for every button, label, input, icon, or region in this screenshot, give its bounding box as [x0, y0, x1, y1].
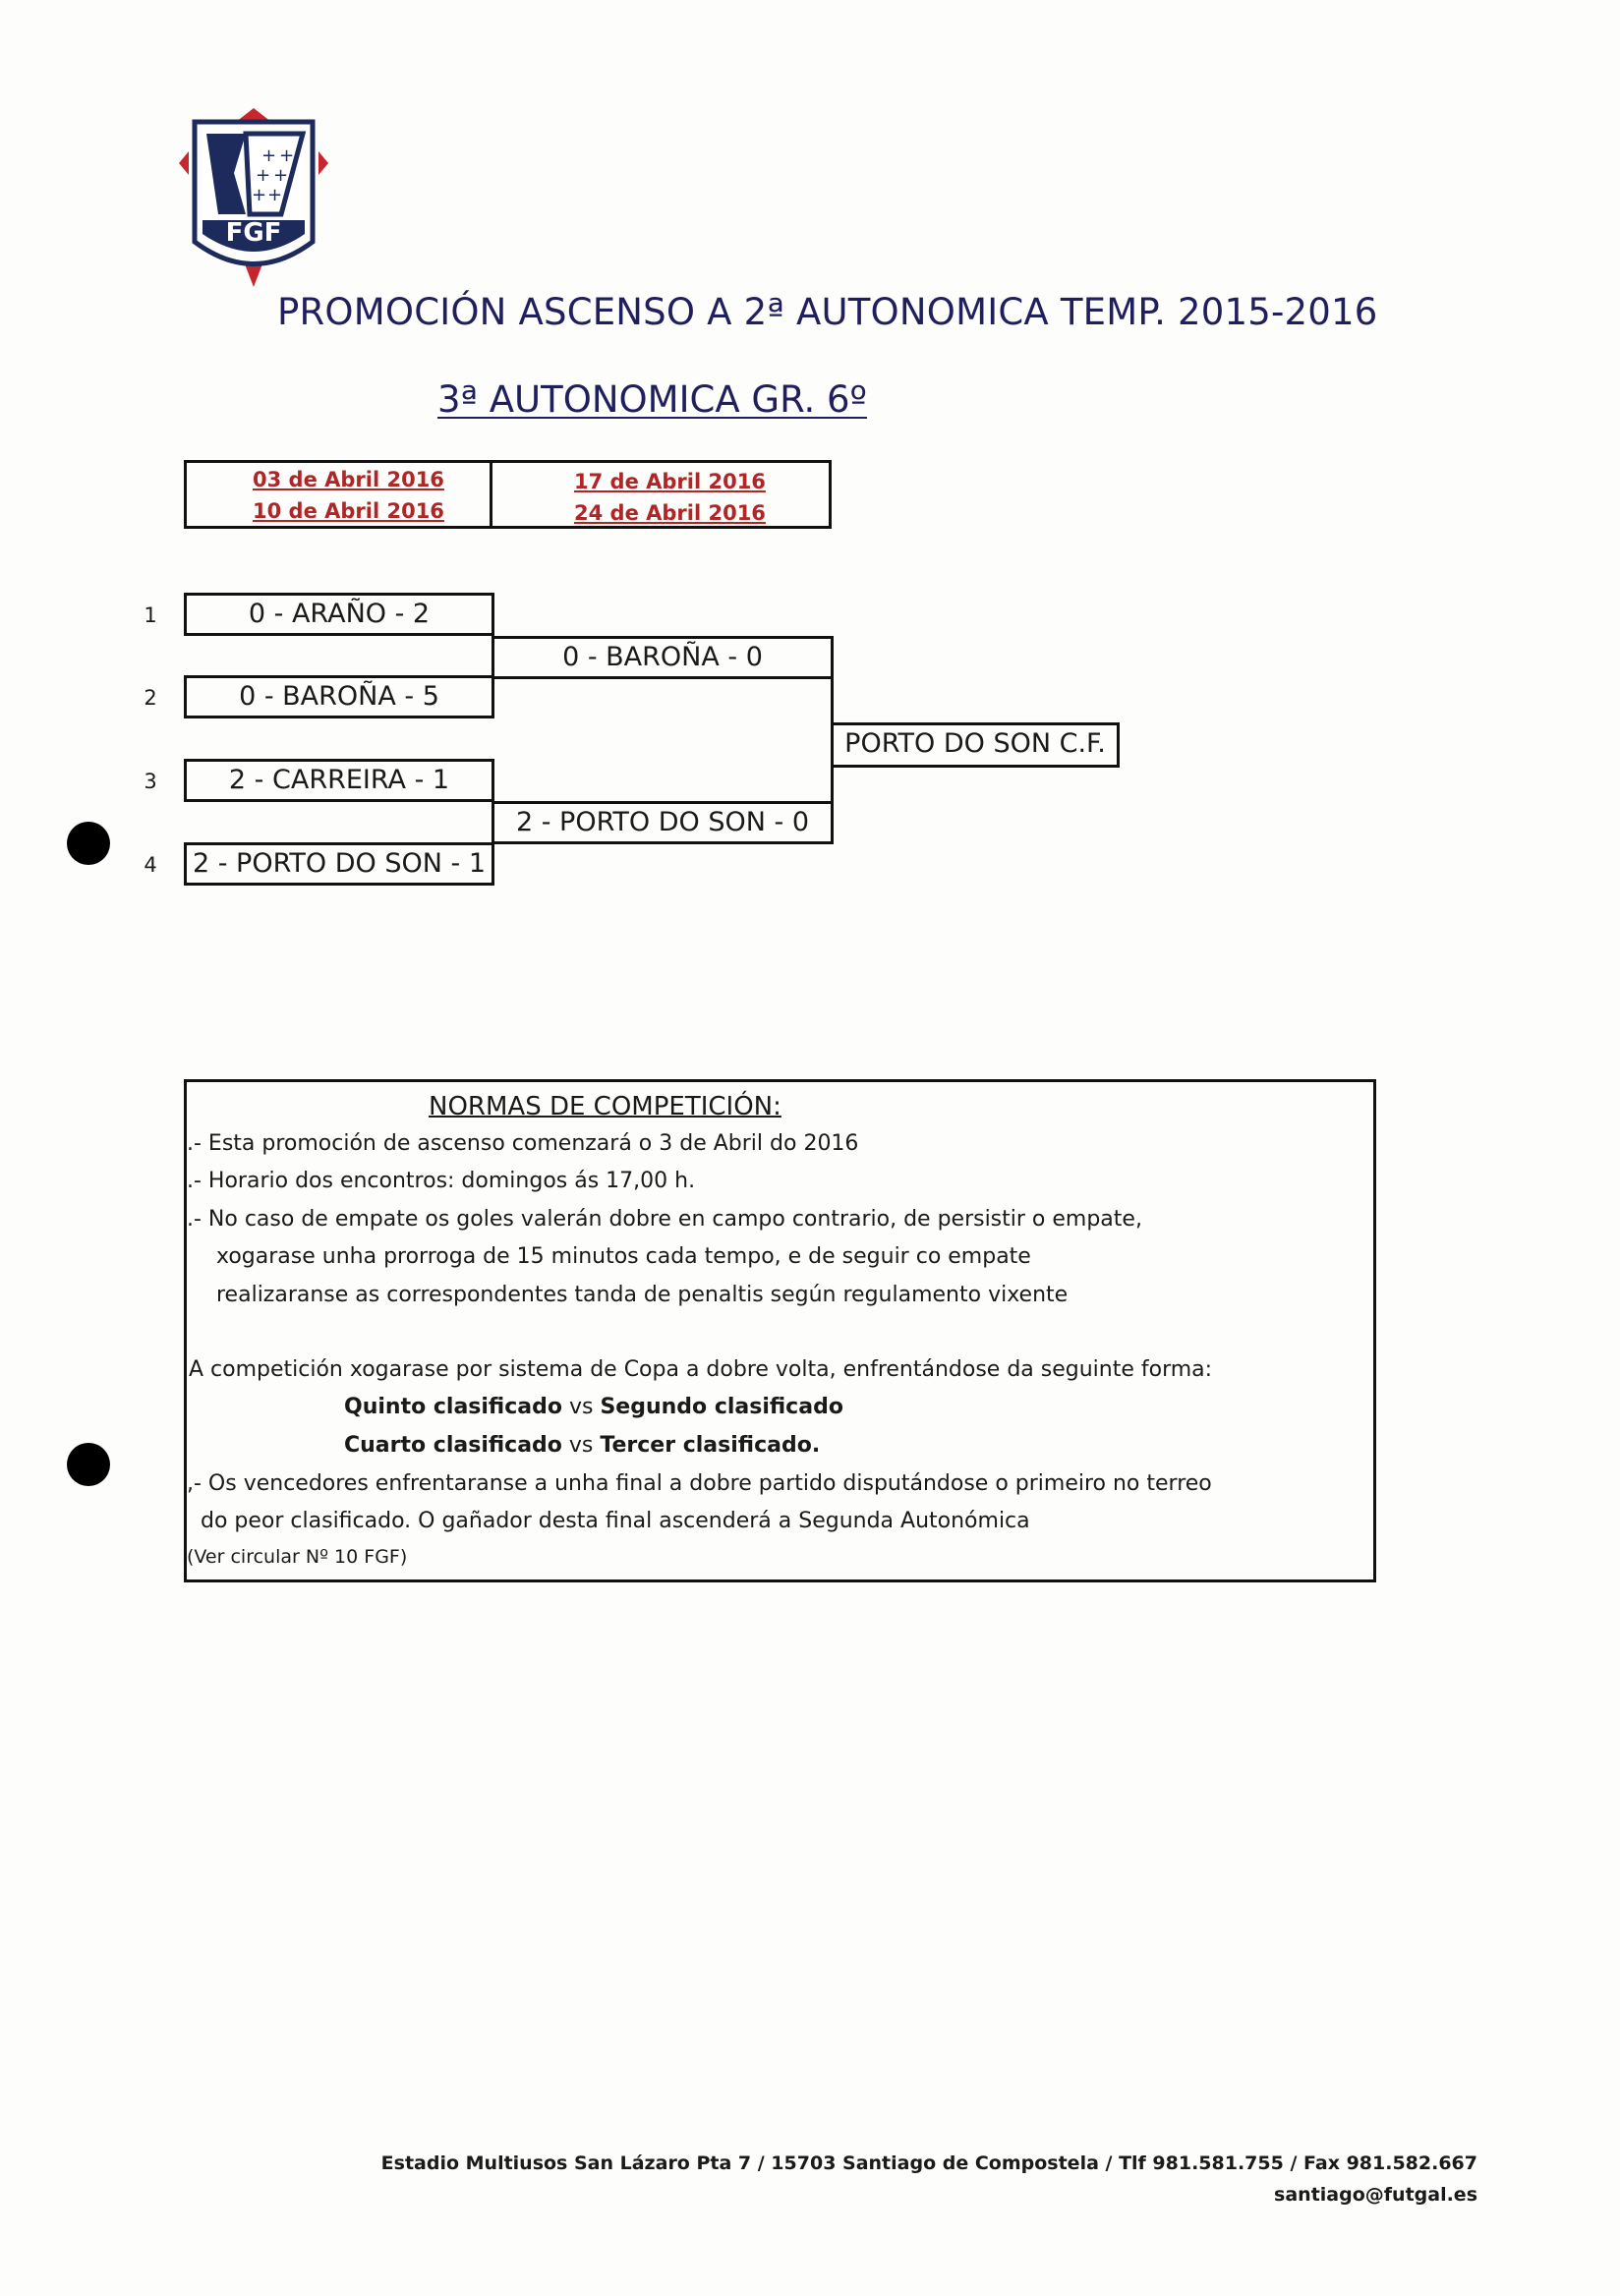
rule-line: .- Horario dos encontros: domingos ás 17,00 h.	[187, 1169, 696, 1193]
round2-leg2-date: 24 de Abril 2016	[574, 501, 766, 525]
footer-email: santiago@futgal.es	[1274, 2184, 1477, 2206]
matchup-vs: vs	[561, 1395, 601, 1419]
matchup-line	[344, 1433, 820, 1458]
round1-match-box: 2 - CARREIRA - 1	[184, 759, 494, 802]
binder-hole	[67, 1443, 110, 1486]
round1-leg2-date: 10 de Abril 2016	[253, 499, 444, 523]
row-number: 2	[144, 686, 157, 710]
row-number: 3	[144, 770, 157, 793]
svg-text:+: +	[267, 185, 283, 205]
svg-text:+: +	[261, 145, 277, 166]
row-number: 4	[144, 853, 157, 877]
matchup-team-b: Segundo clasificado	[600, 1395, 843, 1419]
matchup-line	[344, 1395, 843, 1419]
page-title: PROMOCIÓN ASCENSO A 2ª AUTONOMICA TEMP. 2015-2016	[277, 291, 1378, 333]
final-line: ,- Os vencedores enfrentaranse a unha final a dobre partido disputándose o primeiro no terreo	[187, 1471, 1212, 1496]
svg-text:+: +	[279, 145, 295, 166]
rule-line: .- Esta promoción de ascenso comenzará o 3 de Abril do 2016	[187, 1131, 859, 1156]
round1-match-box: 0 - ARAÑO - 2	[184, 593, 494, 636]
format-intro: A competición xogarase por sistema de Copa a dobre volta, enfrentándose da seguinte forma:	[189, 1357, 1213, 1382]
round1-match-box: 0 - BAROÑA - 5	[184, 675, 494, 718]
matchup-team-b: Tercer clasificado.	[600, 1433, 821, 1458]
round2-match-box: 0 - BAROÑA - 0	[492, 636, 834, 679]
circular-note: (Ver circular Nº 10 FGF)	[187, 1546, 408, 1568]
matchup-vs: vs	[561, 1433, 601, 1458]
page-subtitle: 3ª AUTONOMICA GR. 6º	[437, 378, 867, 421]
row-number: 1	[144, 603, 157, 627]
rule-line: xogarase unha prorroga de 15 minutos cada tempo, e de seguir co empate	[216, 1244, 1031, 1269]
svg-text:+: +	[256, 165, 271, 186]
svg-text:+: +	[273, 165, 289, 186]
date-header-box	[184, 460, 832, 529]
rules-box	[184, 1079, 1376, 1582]
winner-box: PORTO DO SON C.F.	[831, 722, 1120, 768]
fgf-crest-icon	[175, 104, 332, 291]
logo-text: FGF	[225, 218, 282, 248]
binder-hole	[67, 822, 110, 865]
final-line: do peor clasificado. O gañador desta final ascenderá a Segunda Autonómica	[201, 1509, 1030, 1533]
fgf-logo	[175, 104, 332, 291]
svg-text:+: +	[252, 185, 267, 205]
round1-leg1-date: 03 de Abril 2016	[253, 468, 444, 491]
round2-match-box: 2 - PORTO DO SON - 0	[492, 801, 834, 844]
round1-match-box: 2 - PORTO DO SON - 1	[184, 842, 494, 886]
round2-leg1-date: 17 de Abril 2016	[574, 470, 766, 493]
rule-line: realizaranse as correspondentes tanda de penaltis según regulamento vixente	[216, 1283, 1069, 1307]
matchup-team-a: Quinto clasificado	[344, 1395, 562, 1419]
rule-line: .- No caso de empate os goles valerán dobre en campo contrario, de persistir o empate,	[187, 1207, 1142, 1232]
footer-address: Estadio Multiusos San Lázaro Pta 7 / 15703 Santiago de Compostela / Tlf 981.581.755 / Fax 981.582.667	[380, 2152, 1477, 2174]
matchup-team-a: Cuarto clasificado	[344, 1433, 562, 1458]
date-divider	[490, 463, 492, 526]
rules-title: NORMAS DE COMPETICIÓN:	[429, 1092, 781, 1121]
